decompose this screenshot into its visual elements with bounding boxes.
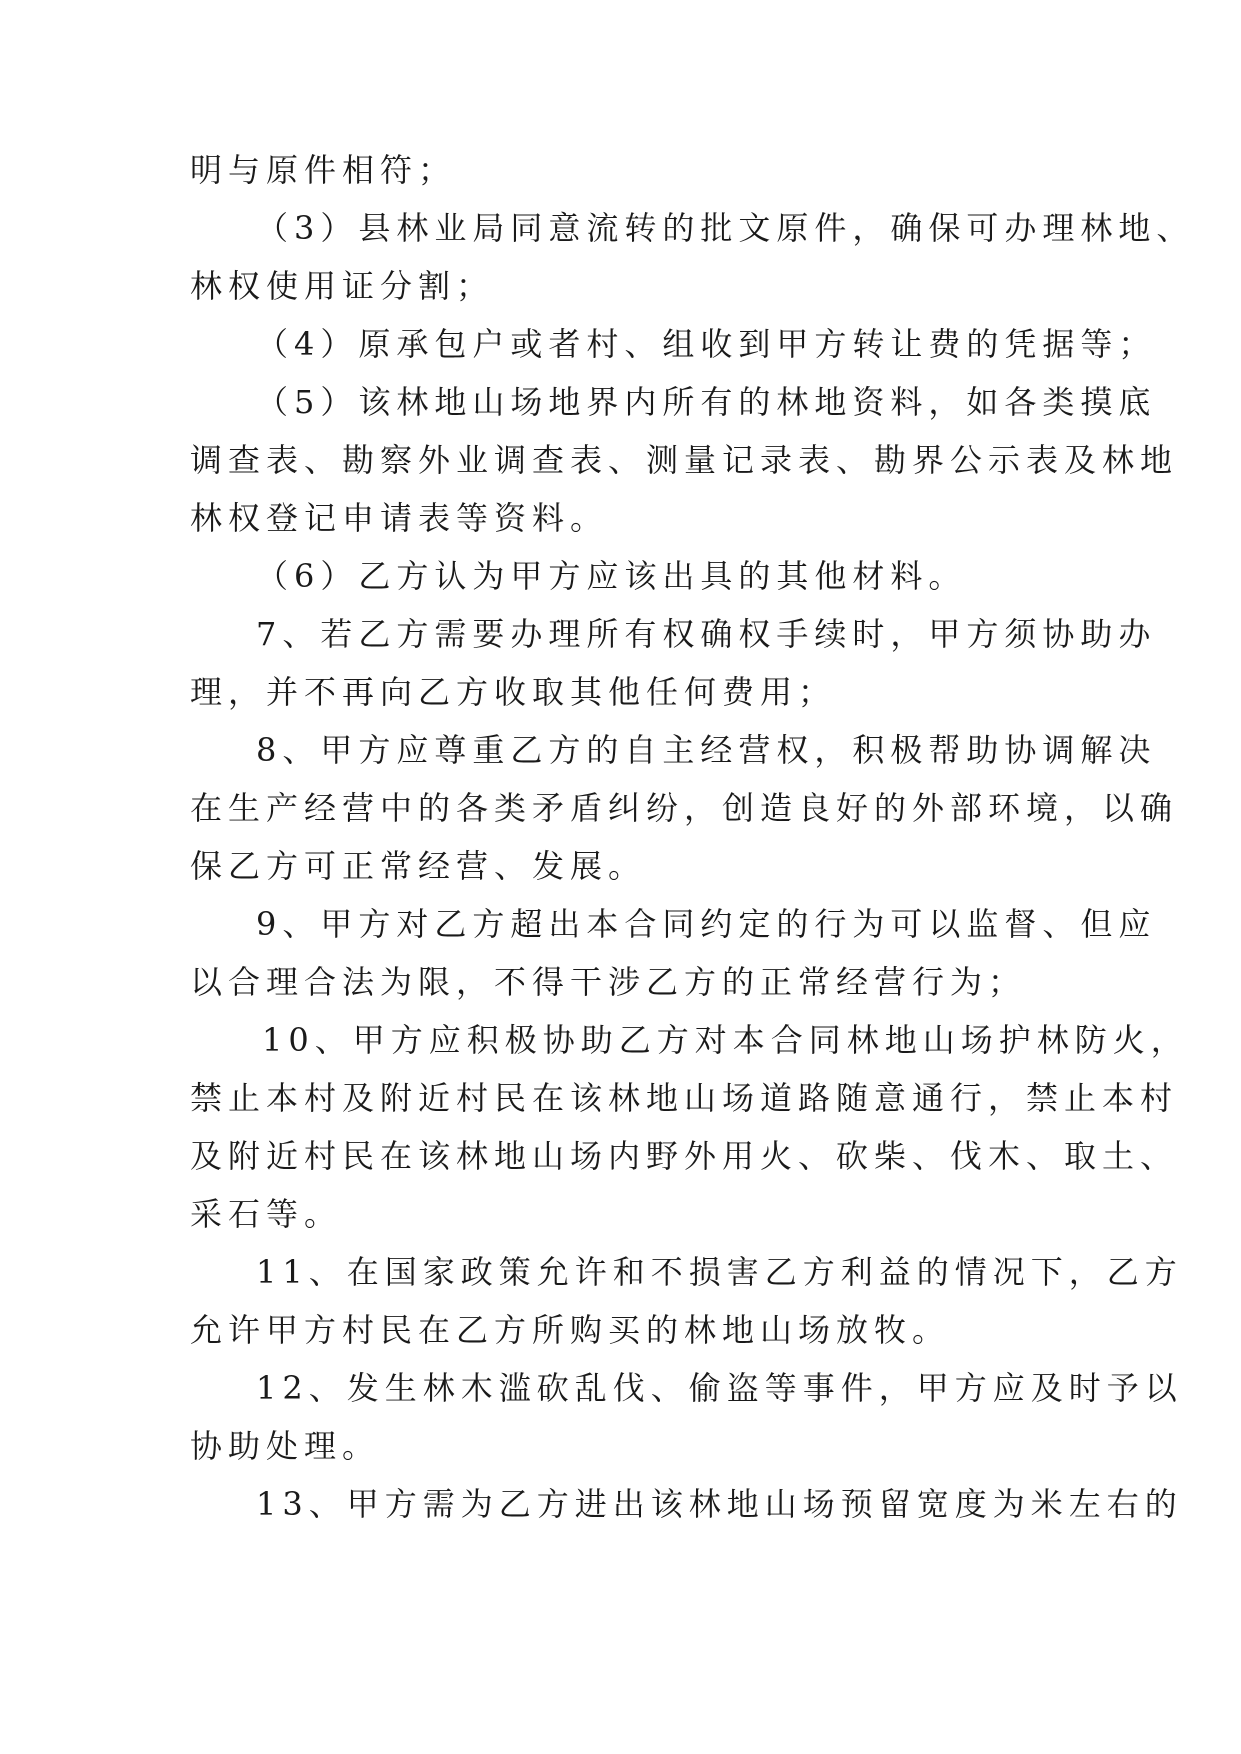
text-line: 以合理合法为限，不得干涉乙方的正常经营行为； — [190, 963, 1027, 1001]
text-line: 及附近村民在该林地山场内野外用火、砍柴、伐木、取土、 — [190, 1137, 1179, 1175]
text-line: 林权登记申请表等资料。 — [190, 499, 609, 537]
text-line: 采石等。 — [190, 1195, 343, 1233]
text-line: 理，并不再向乙方收取其他任何费用； — [190, 673, 837, 711]
text-line: 调查表、勘察外业调查表、测量记录表、勘界公示表及林地 — [190, 441, 1179, 479]
text-line: （6）乙方认为甲方应该出具的其他材料。 — [256, 557, 967, 595]
text-line: 11、在国家政策允许和不损害乙方利益的情况下，乙方 — [256, 1253, 1183, 1291]
text-line: （3）县林业局同意流转的批文原件，确保可办理林地、 — [256, 209, 1195, 247]
text-line: 允许甲方村民在乙方所购买的林地山场放牧。 — [190, 1311, 951, 1349]
text-line: 协助处理。 — [190, 1427, 381, 1465]
text-line: 保乙方可正常经营、发展。 — [190, 847, 647, 885]
text-line: （4）原承包户或者村、组收到甲方转让费的凭据等； — [256, 325, 1157, 363]
text-line: 10、甲方应积极协助乙方对本合同林地山场护林防火， — [262, 1021, 1189, 1059]
text-line: 9、甲方对乙方超出本合同约定的行为可以监督、但应 — [256, 905, 1157, 943]
text-line: 7、若乙方需要办理所有权确权手续时，甲方须协助办 — [256, 615, 1157, 653]
text-line: 林权使用证分割； — [190, 267, 495, 305]
text-line: 禁止本村及附近村民在该林地山场道路随意通行，禁止本村 — [190, 1079, 1179, 1117]
text-line: 13、甲方需为乙方进出该林地山场预留宽度为米左右的 — [256, 1485, 1183, 1523]
text-line: 明与原件相符； — [190, 151, 457, 189]
text-line: （5）该林地山场地界内所有的林地资料，如各类摸底 — [256, 383, 1157, 421]
text-line: 8、甲方应尊重乙方的自主经营权，积极帮助协调解决 — [256, 731, 1157, 769]
text-line: 在生产经营中的各类矛盾纠纷，创造良好的外部环境，以确 — [190, 789, 1179, 827]
text-line: 12、发生林木滥砍乱伐、偷盗等事件，甲方应及时予以 — [256, 1369, 1183, 1407]
